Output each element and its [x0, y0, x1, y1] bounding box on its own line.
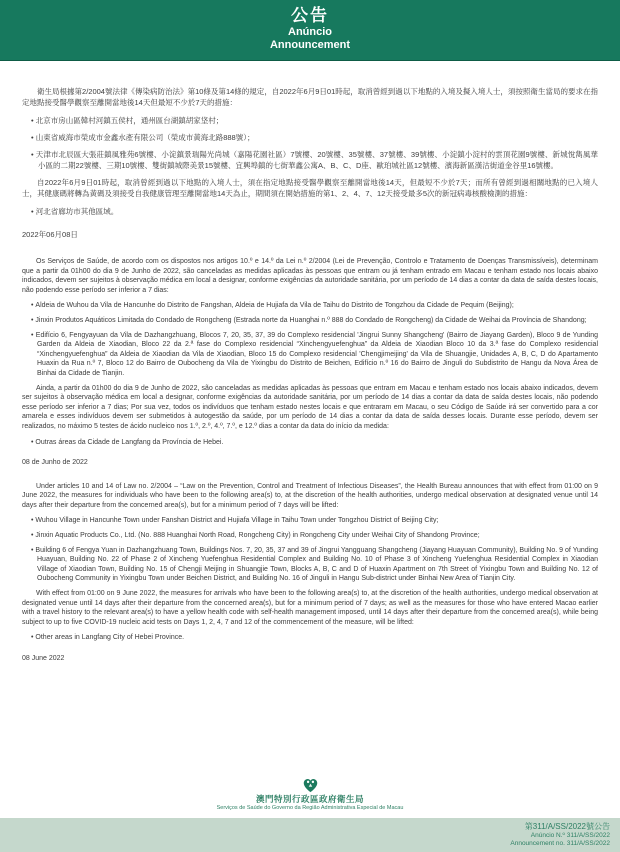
org-name-portuguese: Serviços de Saúde do Governo da Região Administrativa Especial de Macau [216, 805, 404, 811]
chinese-paragraph-2: 自2022年6月9日01時起，取消曾經到過以下地點的入境人士，須在指定地點接受醫學觀察至離開當地後14天，但最短不少於7天；而所有曾經到過相關地點的已入境人士，其健康碼將轉為黃碼及須接受自我健康管理至離開當地14天為止，期間須在開始措施的第1、2、4、7、12天接受最多5次的新冠病毒核酸檢測的措施： [22, 178, 598, 198]
chinese-date: 2022年06月08日 [22, 230, 78, 239]
ref-number-portuguese: Anúncio N.º 311/A/SS/2022 [530, 832, 610, 839]
header-banner [0, 0, 620, 61]
ref-number-english: Announcement no. 311/A/SS/2022 [510, 840, 610, 847]
section-portuguese [22, 257, 598, 468]
page-title-portuguese: Anúncio [288, 26, 332, 38]
page-title-chinese: 公告 [291, 6, 329, 25]
english-list-item-tianjin: • Building 6 of Fengya Yuan in Dazhangzhuang Town, Buildings Nos. 7, 20, 35, 37 and 39 of Jingrui Yangguang Shangcheng (Jiayang Huayuan Community), Building No. 9 of Yunding Huayuan, Building No. 22 of Phase 2 of Xincheng Yuefenghua Residential Complex and Building No. 10 of Phase 3 of Xincheng Yuefenghua Residential Complex in Xiaodian Village of Xiaodian Town, Building No. 15 of Chengji Meijing in Shuangjie Town, Blocks A, B, C and D of Huaxin Apartment on 7th Street of Yixingbu Town and Building No. 12 of Oubocheng Community in Yixingbu Town under Beichen District, and Building No. 16 of Jinguli in Hangu Sub-district under Binhai New Area of Tianjin City. [26, 546, 598, 584]
reference-number-bar [0, 818, 620, 852]
section-chinese [22, 86, 598, 240]
chinese-paragraph-1: 衛生局根據第2/2004號法律《傳染病防治法》第10條及第14條的規定，自2022年6月9日01時起，取消曾經到過以下地點的入境及擬入境人士，須按照衛生當局的要求在指定地點接受醫學觀察至離開當地後14天但最短不少於7天的措施： [22, 87, 598, 107]
portuguese-date: 08 de Junho de 2022 [22, 459, 88, 467]
english-paragraph-1: Under articles 10 and 14 of Law no. 2/2004 – “Law on the Prevention, Control and Treatment of Infectious Diseases”, the Health Bureau announces that with effect from 01:00 on 9 June 2022, the measures for individuals who have been to the following area(s) to, at the discretion of the health authorities, undergo medical observation at designated venue until 14 days after their departure from the concerned area(s), but for a minimum period of 7 days will be lifted: [22, 482, 598, 509]
page-title-english: Announcement [269, 39, 351, 51]
portuguese-paragraph-2: Ainda, a partir da 01h00 do dia 9 de Junho de 2022, são canceladas as medidas aplicadas às pessoas que entram em Macau e tenham estado nos locais abaixo indicados, devem ser sujeitos à observação médica em local a designar, conforme exigências da autoridade sanitária, por um período de 14 dias a contar da data de saída destes locais, não podendo esse período ser inferior a 7 dias; Por sua vez, todos os indivíduos que tenham estado nestes locais e que entraram em Macau, o seu Código de Saúde irá ser convertido para a cor amarela e esses indivíduos devem ser submetidos à autogestão da saúde, por um período de 14 dias a contar da data de saída desses locais. Durante esse período, devem ser realizados, no máximo 5 testes de ácido nucleico nos 1.º, 2.º, 4.º, 7.º, e 12.º dias a contar da data do início da medida: [22, 384, 598, 430]
chinese-list-item-beijing: • 北京市房山區韓村河鎮五侯村，通州區台湖鎮胡家垡村； [26, 115, 598, 126]
portuguese-list-item-tianjin: • Edifício 6, Fengyayuan da Vila de Dazhangzhuang, Blocos 7, 20, 35, 37, 39 do Complexo residencial 'Jingrui Sunny Shangcheng' (Bairro de Jiayang Garden), Bloco 9 de Yunding Garden da Aldeia de Xiaodian, Bloco 22 da 2.ª fase do Complexo residencial “Xinchengyuefenghua” da Aldeia de Xiaodian Bloco 10 da 3.ª fase do Complexo residencial “Xinchengyuefenghua” da Aldeia de Xiaodian da Vila de Xiaodian, Bloco 15 do Complexo residencial 'Chengjimeijing' da Vila de Shuangjie, Unidades A, B, C, D do Apartamento Huaxin da Rua n.º 7, Bloco 12 do Bairro de Oubocheng da Vila de Yixingbu do Distrito de Beichen, Edifício n.º 16 do Bairro de Jinguli do Subdistrito de Hangu da Nova Área de Binhai da Cidade de Tianjin. [26, 331, 598, 379]
english-list-item-beijing: • Wuhou Village in Hancunhe Town under Fanshan District and Hujiafa Village in Taihu Town under Tongzhou District of Beijing City; [26, 516, 598, 526]
portuguese-list-item-shandong: • Jinxin Produtos Aquáticos Limitada do Condado de Rongcheng (Estrada norte da Huanghai n.º 888 do Condado de Rongcheng) da Cidade de Weihai da Província de Shandong; [26, 316, 598, 326]
english-list-item-shandong: • Jinxin Aquatic Products Co., Ltd. (No. 888 Huanghai North Road, Rongcheng City) in Rongcheng City under Weihai City of Shandong Province; [26, 531, 598, 541]
document-body [0, 61, 620, 664]
chinese-list-item-tianjin: • 天津市北辰區大張莊鎮風雅苑6號樓、小淀鎮景瑞陽光尚城（嘉陽花園社區）7號樓、20號樓、35號樓、37號樓、39號樓、小淀鎮小淀村的雲頂花園9號樓、新城悅雋風華小區的二期22號樓、三期10號樓、雙街鎮城際美景15號樓、宜興埠鎮的七街華鑫公寓A、B、C、D座、歐珀城社區12號樓、濱海新區漢沽街道金谷里16號樓。 [26, 149, 598, 171]
english-list-item-hebei: • Other areas in Langfang City of Hebei Province. [26, 633, 598, 643]
portuguese-list-item-beijing: • Aldeia de Wuhou da Vila de Hancunhe do Distrito de Fangshan, Aldeia de Hujiafa da Vila de Taihu do Distrito de Tongzhou da Cidade de Pequim (Beijing); [26, 301, 598, 311]
portuguese-paragraph-1: Os Serviços de Saúde, de acordo com os dispostos nos artigos 10.º e 14.º da Lei n.º 2/2004 (Lei de Prevenção, Controlo e Tratamento de Doenças Transmissíveis), determinam que a partir da 01h00 do dia 9 de Junho de 2022, são canceladas as medidas aplicadas às pessoas que entram ou já tenham entrado em Macau e tenham estado nos locais abaixo indicados, devem ser sujeitos à observação médica em local a designar, conforme exigências da autoridade sanitária, por um período de 14 dias a contar da data de saída destes locais, não podendo esse período ser inferior a 7 dias: [22, 258, 598, 294]
chinese-list-item-shandong: • 山東省威海市榮成市金鑫水產有限公司（榮成市黃海北路888號）； [26, 132, 598, 143]
section-english [22, 482, 598, 664]
org-name-chinese: 澳門特別行政區政府衛生局 [255, 794, 364, 804]
ref-number-chinese: 第311/A/SS/2022號公告 [524, 822, 610, 831]
english-paragraph-2: With effect from 01:00 on 9 June 2022, the measures for arrivals who have been to the following area(s) to, at the discretion of the health authorities, undergo medical observation at designated venue until 14 days after their departure from the concerned area(s), but for a minimum period of 7 days; as well as the measures for those who have entered Macao earlier with a travel history to the relevant area(s) to have a yellow health code with self-health management imposed, until 14 days after their departure from the concerned area(s), while being subject to up to five COVID-19 nucleic acid tests on Days 1, 2, 4, 7 and 12 of the commencement of the measure, will be lifted: [22, 590, 598, 626]
chinese-list-item-hebei: • 河北省廊坊市其他區域。 [26, 206, 598, 217]
portuguese-list-item-hebei: • Outras áreas da Cidade de Langfang da Província de Hebei. [26, 438, 598, 448]
footer-organization [0, 777, 620, 812]
english-date: 08 June 2022 [22, 655, 65, 662]
health-bureau-heart-logo-icon [302, 777, 319, 793]
